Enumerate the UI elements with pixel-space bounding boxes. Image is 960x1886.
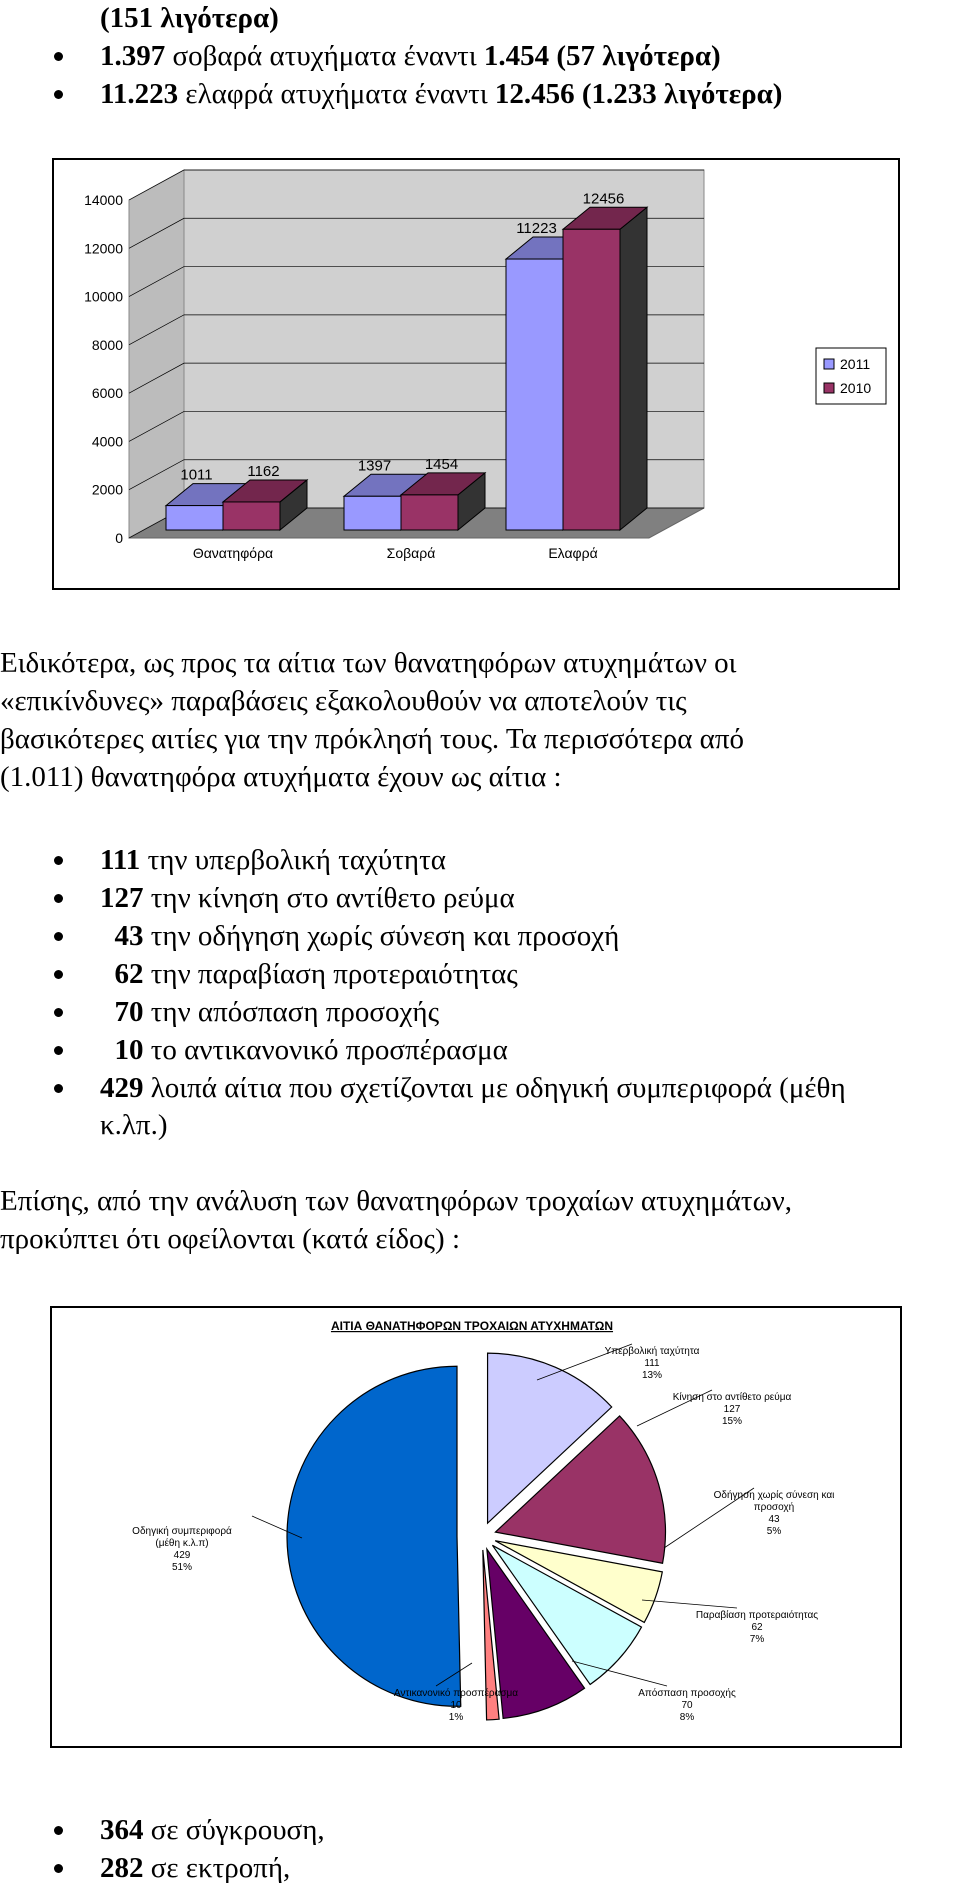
pie-title: ΑΙΤΙΑ ΘΑΝΑΤΗΦΟΡΩΝ ΤΡΟΧΑΙΩΝ ΑΤΥΧΗΜΑΤΩΝ (330, 1319, 614, 1333)
slice-label: 111 (644, 1358, 660, 1369)
bullet-dot (54, 970, 63, 979)
cause-text: το αντικανονικό προσπέρασμα (143, 1034, 508, 1066)
legend-label: 2011 (840, 356, 871, 372)
bullet-dot (54, 1084, 63, 1093)
intro-bullet-serious: 1.397 σοβαρά ατυχήματα έναντι 1.454 (57 λιγότερα) (100, 40, 721, 72)
bar (166, 506, 223, 530)
causes-continuation: κ.λπ.) (100, 1109, 168, 1141)
pie-chart-frame (50, 1306, 902, 1748)
slice-label: Υπερβολική ταχύτητα (604, 1346, 700, 1357)
legend-label: 2010 (840, 380, 872, 396)
cause-count: 111 (100, 844, 141, 876)
bar-side (620, 207, 647, 530)
cause-count: 10 (100, 1034, 144, 1066)
slice-label: 429 (173, 1550, 191, 1561)
cause-count: 429 (100, 1072, 144, 1104)
y-tick-label: 12000 (84, 240, 123, 257)
data-label: 1397 (357, 457, 392, 475)
bar (506, 259, 563, 530)
slice-label: 13% (641, 1370, 663, 1381)
y-tick-label: 8000 (91, 336, 123, 353)
cause-count: 43 (100, 920, 144, 952)
cause-count: 62 (100, 958, 144, 990)
cause-text: την παραβίαση προτεραιότητας (143, 958, 518, 990)
slice-label: Απόσπαση προσοχής (638, 1688, 736, 1699)
slice-label: 51% (171, 1562, 193, 1573)
y-tick-label: 0 (115, 530, 123, 546)
cause-text: λοιπά αίτια που σχετίζονται με οδηγική συμπεριφορά (μέθη (143, 1072, 846, 1104)
cause-item (100, 994, 439, 1030)
paragraph-line: προκύπτει ότι οφείλονται (κατά είδος) : (0, 1223, 461, 1255)
slice-label: 15% (721, 1416, 743, 1427)
paragraph-line: «επικίνδυνες» παραβάσεις εξακολουθούν να αποτελούν τις (0, 685, 687, 717)
data-label: 1011 (180, 466, 213, 484)
cause-item (100, 1070, 846, 1106)
cause-text: την κίνηση στο αντίθετο ρεύμα (143, 882, 515, 914)
bar-chart-frame (52, 158, 900, 590)
slice-label: Κίνηση στο αντίθετο ρεύμα (672, 1392, 792, 1403)
y-tick-label: 2000 (91, 481, 123, 498)
pie-slice (287, 1366, 461, 1706)
cause-item (100, 918, 619, 954)
x-tick-label: Ελαφρά (548, 545, 598, 561)
slice-label: 7% (749, 1634, 765, 1645)
paragraph-line: Ειδικότερα, ως προς τα αίτια των θανατηφόρων ατυχημάτων οι (0, 647, 737, 679)
data-label: 1162 (247, 462, 280, 480)
bullet-dot (54, 1046, 63, 1055)
bullet-dot (54, 52, 63, 61)
data-label: 11223 (516, 220, 557, 238)
slice-label: (μέθη κ.λ.π) (155, 1538, 209, 1549)
legend-swatch (824, 359, 834, 369)
slice-label: Παραβίαση προτεραιότητας (695, 1610, 819, 1621)
paragraph-causes-intro (0, 644, 960, 796)
cause-item (100, 1032, 508, 1068)
cause-count: 70 (100, 996, 144, 1028)
bar (563, 229, 620, 530)
bar (223, 502, 280, 530)
outro-item: 364 σε σύγκρουση, (100, 1814, 325, 1846)
cause-count: 127 (100, 882, 144, 914)
data-label: 1454 (424, 455, 459, 473)
bullet-dot (54, 856, 63, 865)
side-wall (129, 170, 184, 538)
slice-label: 10 (450, 1700, 462, 1711)
bar (401, 495, 458, 530)
cause-text: την οδήγηση χωρίς σύνεση και προσοχή (143, 920, 620, 952)
legend-swatch (824, 383, 834, 393)
y-tick-label: 10000 (84, 288, 123, 305)
paragraph-line: Επίσης, από την ανάλυση των θανατηφόρων τροχαίων ατυχημάτων, (0, 1185, 793, 1217)
slice-label: Οδηγική συμπεριφορά (132, 1526, 232, 1537)
slice-label: 62 (751, 1622, 763, 1633)
bullet-dot (54, 1008, 63, 1017)
bullet-dot (54, 932, 63, 941)
cause-text: την απόσπαση προσοχής (143, 996, 440, 1028)
cause-item (100, 880, 515, 916)
y-tick-label: 6000 (91, 385, 123, 402)
outro-item: 282 σε εκτροπή, (100, 1852, 291, 1884)
y-tick-label: 4000 (91, 433, 123, 450)
bar (344, 496, 401, 530)
slice-label: προσοχή (753, 1502, 795, 1513)
bar-chart (54, 160, 898, 588)
x-tick-label: Θανατηφόρα (192, 545, 274, 561)
legend (816, 348, 886, 404)
y-tick-label: 14000 (84, 192, 123, 208)
bullet-dot (54, 894, 63, 903)
cause-item (100, 842, 446, 878)
data-label: 12456 (582, 190, 625, 208)
slice-label: 8% (679, 1712, 695, 1723)
slice-label: 127 (723, 1404, 741, 1415)
intro-continuation: (151 λιγότερα) (100, 2, 279, 34)
slice-label: 43 (768, 1514, 780, 1525)
bullet-dot (54, 1826, 63, 1835)
slice-label: 1% (448, 1712, 464, 1723)
paragraph-line: (1.011) θανατηφόρα ατυχήματα έχουν ως αίτια : (0, 761, 562, 793)
paragraph-line: βασικότερες αιτίες για την πρόκλησή τους. Τα περισσότερα από (0, 723, 745, 755)
slice-label: Οδήγηση χωρίς σύνεση και (713, 1490, 835, 1501)
bullet-dot (54, 90, 63, 99)
pie-chart (52, 1308, 900, 1746)
leader-line (642, 1600, 737, 1608)
cause-text: την υπερβολική ταχύτητα (140, 844, 446, 876)
slice-label: 5% (766, 1526, 782, 1537)
cause-item (100, 956, 518, 992)
paragraph-types-intro (0, 1182, 960, 1258)
slice-label: 70 (681, 1700, 693, 1711)
intro-bullet-light: 11.223 ελαφρά ατυχήματα έναντι 12.456 (1.233 λιγότερα) (100, 78, 783, 110)
x-tick-label: Σοβαρά (386, 545, 436, 561)
slice-label: Αντικανονικό προσπέρασμα (393, 1688, 519, 1699)
